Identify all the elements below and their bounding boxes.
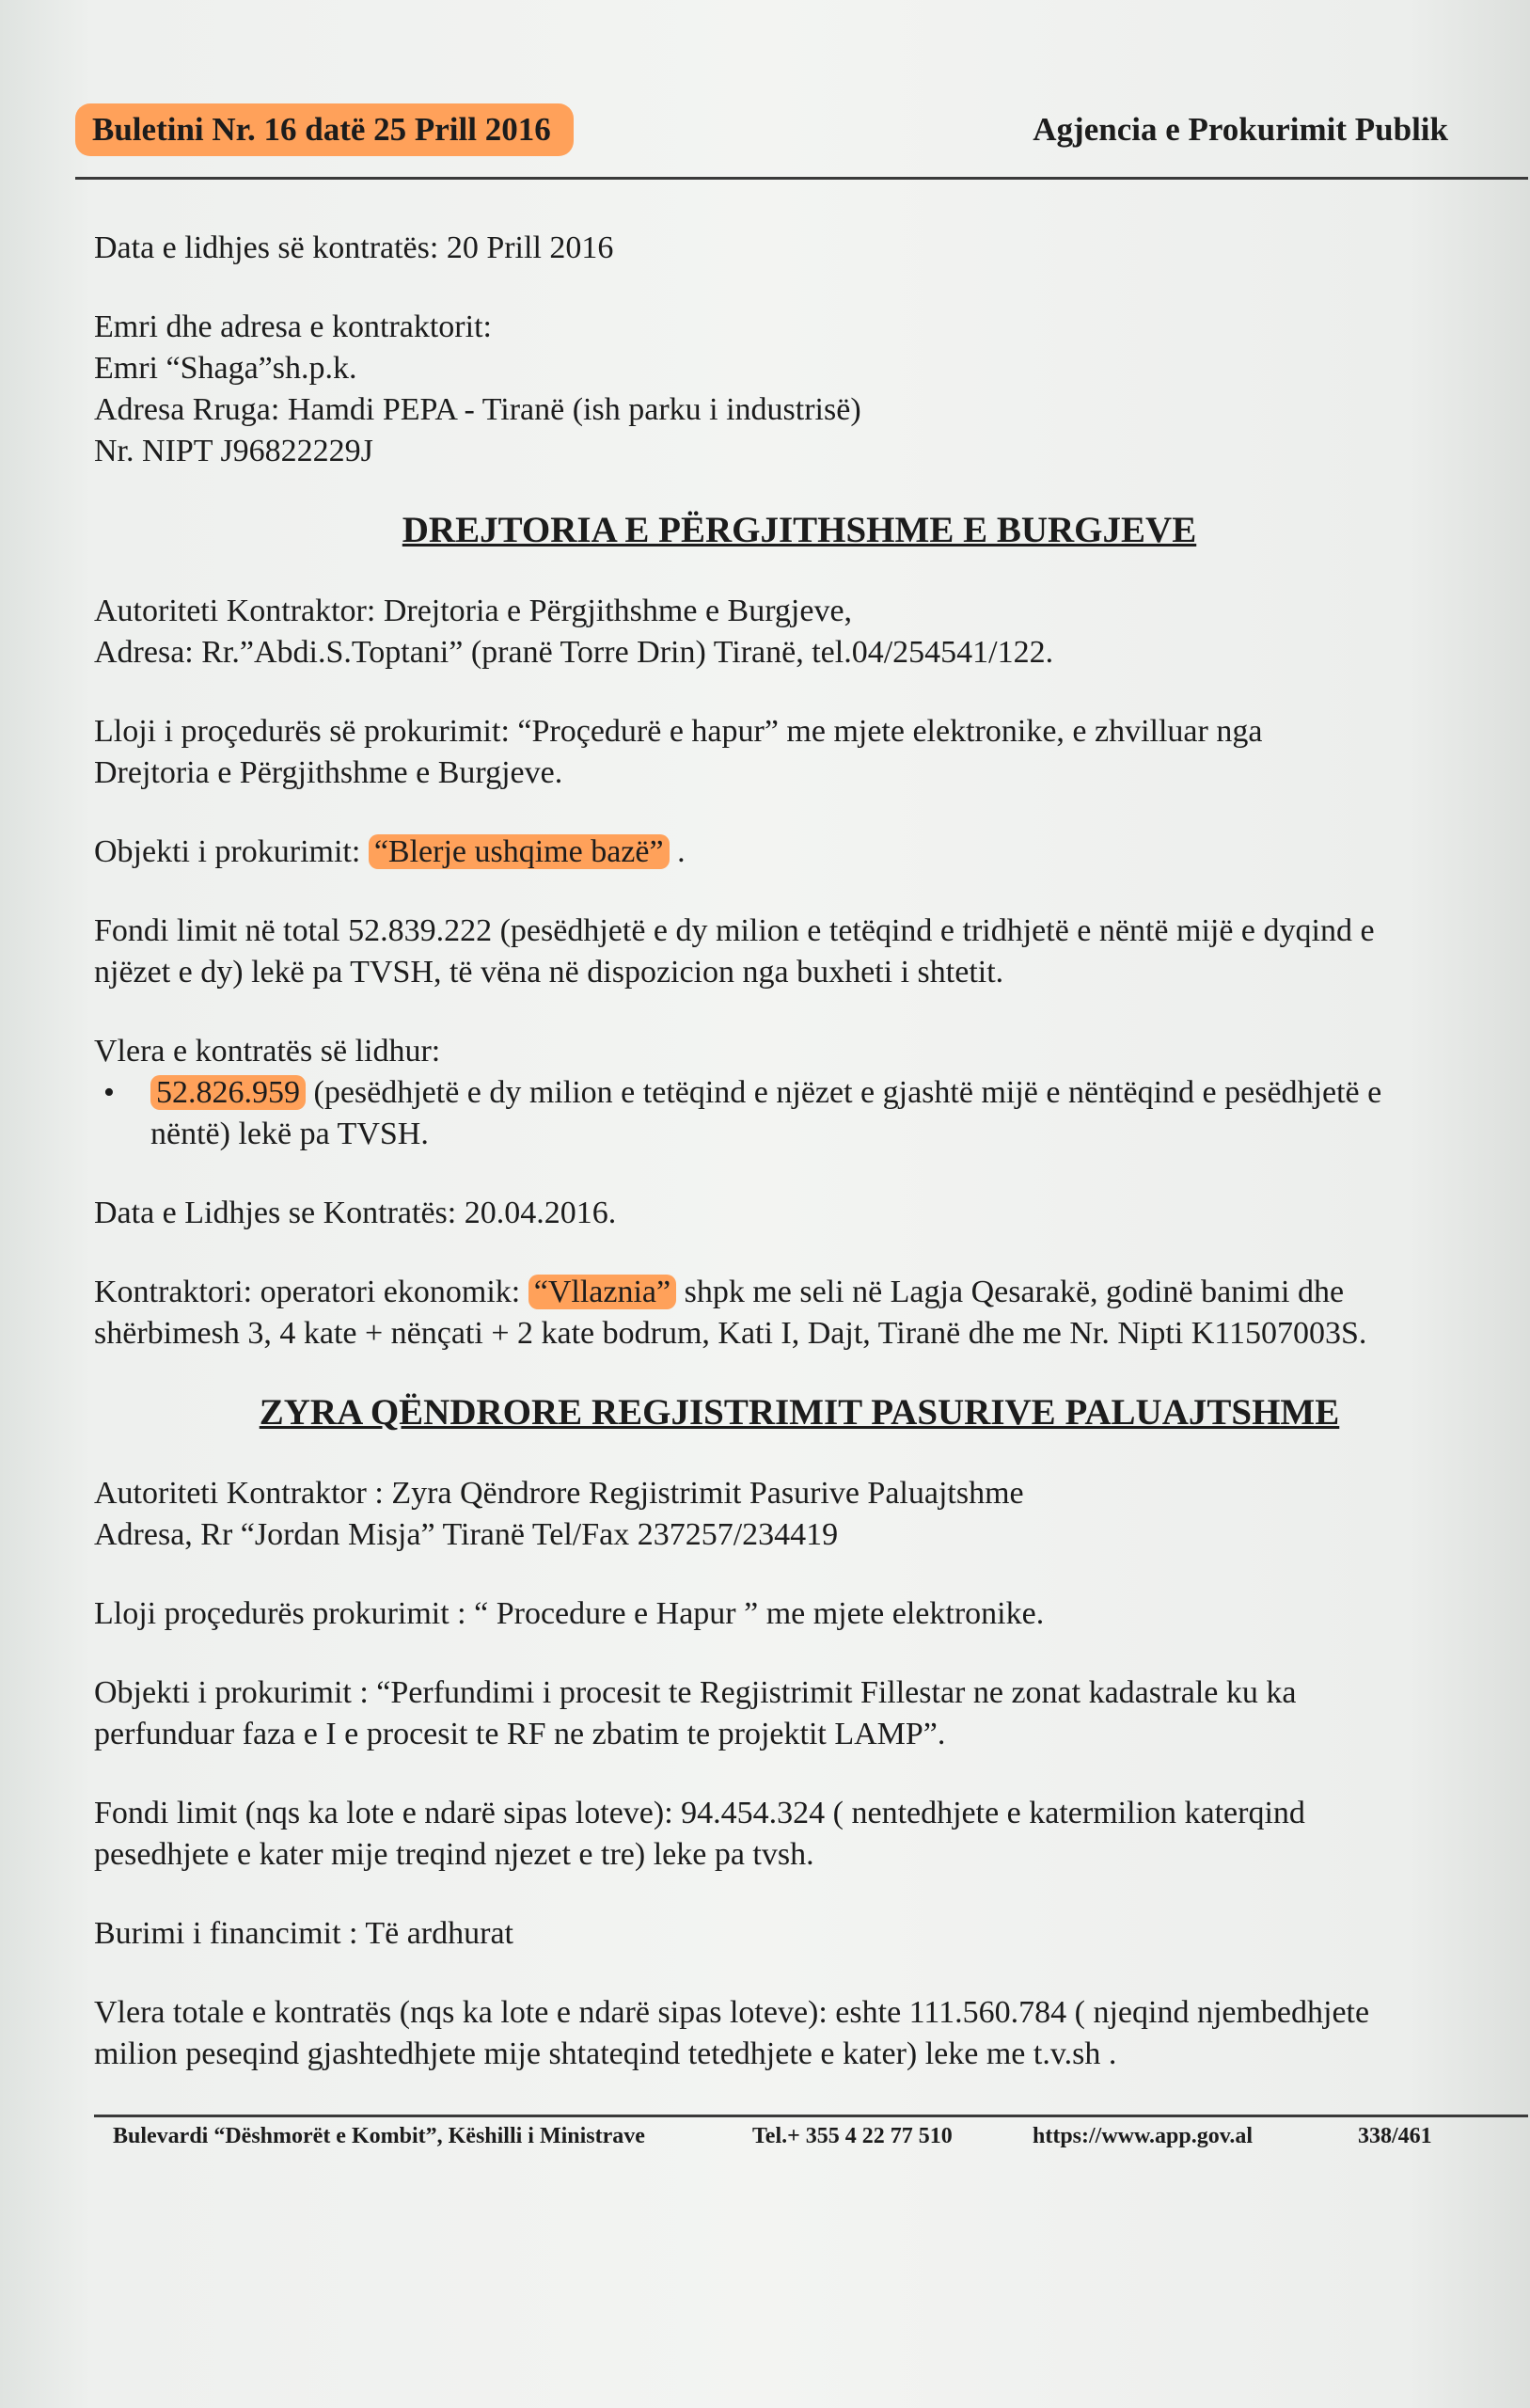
s1-object-line (94, 832, 1505, 873)
s1-object-prefix: Objekti i prokurimit: (94, 834, 369, 869)
s2-object (94, 1672, 1505, 1755)
s1-contractor-prefix: Kontraktori: operatori ekonomik: (94, 1275, 528, 1309)
s1-value-words-1: (pesëdhjetë e dy milion e tetëqind e njëzet e gjashtë mijë e nëntëqind e pesëdhjetë e (306, 1075, 1382, 1110)
s1-contractor-line-2: shërbimesh 3, 4 kate + nënçati + 2 kate bodrum, Kati I, Dajt, Tiranë dhe me Nr. Nipti K11507003S. (94, 1316, 1367, 1351)
s2-procedure-line: Lloji proçedurës prokurimit : “ Procedure e Hapur ” me mjete elektronike. (94, 1596, 1045, 1631)
s1-fund-line-2: njëzet e dy) lekë pa TVSH, të vëna në dispozicion nga buxheti i shtetit. (94, 955, 1004, 990)
s1-fund (94, 911, 1505, 993)
intro-contract-date (94, 228, 1505, 269)
s1-object-suffix: . (669, 834, 686, 869)
s2-fund-line-1: Fondi limit (nqs ka lote e ndarë sipas loteve): 94.454.324 ( nentedhjete e katermilion katerqind (94, 1796, 1305, 1830)
s1-contractor-line-1 (94, 1272, 1505, 1313)
contractor-nipt: Nr. NIPT J96822229J (94, 434, 373, 468)
section-title-zyra: ZYRA QËNDRORE REGJISTRIMIT PASURIVE PALUAJTSHME (259, 1392, 1340, 1433)
s1-date-line: Data e Lidhjes se Kontratës: 20.04.2016. (94, 1196, 617, 1230)
s2-object-line-2: perfunduar faza e I e procesit te RF ne zbatim te projektit LAMP”. (94, 1717, 946, 1751)
section-title-burgjeve: DREJTORIA E PËRGJITHSHME E BURGJEVE (402, 510, 1197, 550)
s2-fund-line-2: pesedhjete e kater mije treqind njezet e tre) leke pa tvsh. (94, 1837, 814, 1872)
intro-contractor-block (94, 307, 1505, 472)
footer-address: Bulevardi “Dëshmorët e Kombit”, Këshilli i Ministrave (113, 2124, 645, 2148)
s1-contractor-highlight: “Vllaznia” (528, 1275, 676, 1309)
s2-authority (94, 1473, 1505, 1556)
s1-date (94, 1193, 1505, 1234)
s1-object-highlight: “Blerje ushqime bazë” (369, 834, 670, 869)
agency-name: Agjencia e Prokurimit Publik (1033, 111, 1448, 148)
s1-value-bullet (94, 1072, 1505, 1155)
footer-divider (94, 2115, 1528, 2117)
s1-value-line-2: nëntë) lekë pa TVSH. (150, 1117, 429, 1151)
contractor-address: Adresa Rruga: Hamdi PEPA - Tiranë (ish parku i industrisë) (94, 392, 861, 427)
s2-total (94, 1992, 1505, 2075)
s1-authority-line-2: Adresa: Rr.”Abdi.S.Toptani” (pranë Torre Drin) Tiranë, tel.04/254541/122. (94, 635, 1054, 670)
footer-page-number: 338/461 (1358, 2124, 1432, 2148)
page-footer (113, 2124, 1448, 2171)
s1-procedure (94, 711, 1505, 794)
s2-object-line-1: Objekti i prokurimit : “Perfundimi i procesit te Regjistrimit Fillestar ne zonat kadastrale ku ka (94, 1675, 1297, 1710)
s1-authority (94, 591, 1505, 673)
s2-total-line-2: milion peseqind gjashtedhjete mije shtateqind tetedhjete e kater) leke me t.v.sh . (94, 2036, 1117, 2071)
contract-date: Data e lidhjes së kontratës: 20 Prill 2016 (94, 230, 614, 265)
footer-website[interactable]: https://www.app.gov.al (1033, 2124, 1254, 2148)
document-body (94, 228, 1505, 2113)
page-header (75, 94, 1530, 169)
header-divider (75, 177, 1528, 180)
bulletin-number: Buletini Nr. 16 datë 25 Prill 2016 (75, 103, 574, 156)
s1-value-line-1 (150, 1072, 1505, 1114)
s2-authority-line-2: Adresa, Rr “Jordan Misja” Tiranë Tel/Fax 237257/234419 (94, 1517, 839, 1552)
s2-total-line-1: Vlera totale e kontratës (nqs ka lote e ndarë sipas loteve): eshte 111.560.784 ( njeqind njembedhjete (94, 1995, 1370, 2030)
s1-fund-line-1: Fondi limit në total 52.839.222 (pesëdhjetë e dy milion e tetëqind e tridhjetë e nëntë mijë e dyqind e (94, 913, 1375, 948)
s1-contractor (94, 1272, 1505, 1354)
footer-phone: Tel.+ 355 4 22 77 510 (752, 2124, 953, 2148)
s2-financing (94, 1913, 1505, 1955)
s2-procedure (94, 1593, 1505, 1635)
s1-procedure-line-1: Lloji i proçedurës së prokurimit: “Proçedurë e hapur” me mjete elektronike, e zhvilluar nga (94, 714, 1263, 749)
s2-financing-line: Burimi i financimit : Të ardhurat (94, 1916, 513, 1951)
s1-value (94, 1031, 1505, 1155)
s2-authority-line-1: Autoriteti Kontraktor : Zyra Qëndrore Regjistrimit Pasurive Paluajtshme (94, 1476, 1024, 1511)
contractor-name: Emri “Shaga”sh.p.k. (94, 351, 357, 386)
s1-contractor-suffix: shpk me seli në Lagja Qesarakë, godinë banimi dhe (676, 1275, 1345, 1309)
s1-authority-line-1: Autoriteti Kontraktor: Drejtoria e Përgjithshme e Burgjeve, (94, 594, 853, 628)
s1-value-amount-highlight: 52.826.959 (150, 1075, 306, 1110)
s1-value-label: Vlera e kontratës së lidhur: (94, 1034, 441, 1069)
s2-fund (94, 1793, 1505, 1876)
contractor-label: Emri dhe adresa e kontraktorit: (94, 309, 492, 344)
bullet-dot-icon: • (103, 1075, 115, 1110)
s1-object (94, 832, 1505, 873)
s1-procedure-line-2: Drejtoria e Përgjithshme e Burgjeve. (94, 755, 563, 790)
